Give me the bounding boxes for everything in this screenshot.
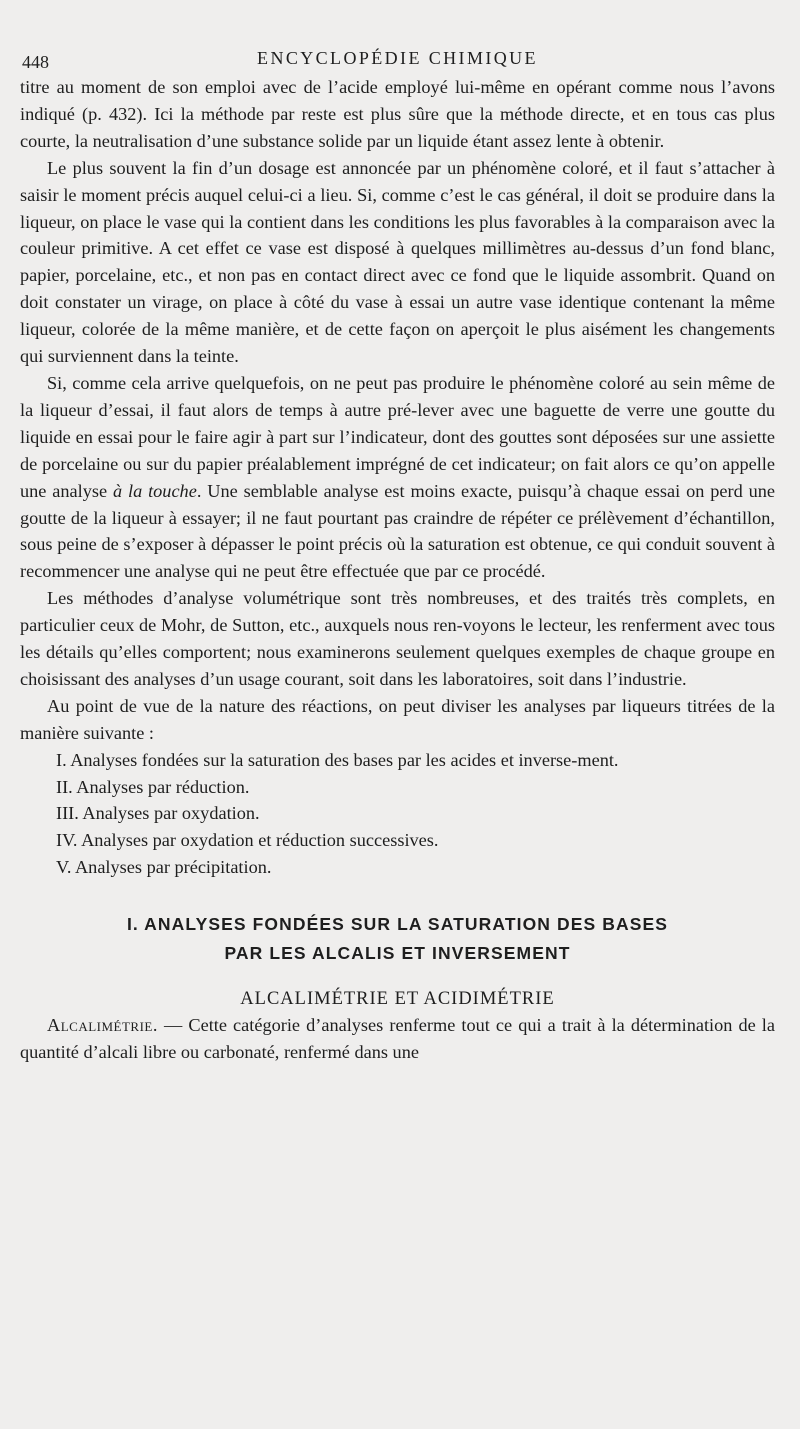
- body-text: [20, 74, 775, 1066]
- page-number: 448: [22, 52, 49, 72]
- list-item: IV. Analyses par oxydation et réduction successives.: [56, 830, 439, 851]
- paragraph-volumetric-methods: Les méthodes d’analyse volumétrique sont très nombreuses, et des traités très complets, en particulier ceux de Mohr, de Sutton, etc., auxquels nous ren-voyons le lecteur, les renferment avec tous les détails qu’elles comportent; nous examinerons seulement quelques exemples de chaque groupe en choisissant des analyses d’un usage courant, soit dans les laboratoires, soit dans l’industrie.: [20, 588, 775, 689]
- paragraph-alkalimetry: [20, 1012, 775, 1066]
- sub-heading: ALCALIMÉTRIE ET ACIDIMÉTRIE: [240, 989, 555, 1010]
- paragraph-alkalimetry-text: — Cette catégorie d’analyses renferme tout ce qui a trait à la détermination de la quantité d’alcali libre ou carbonaté, renfermé dans une: [20, 1015, 775, 1063]
- paragraph-spot-analysis: [20, 370, 775, 585]
- classification-list: [20, 747, 775, 882]
- italic-term: à la touche: [112, 480, 197, 501]
- paragraph-spot-analysis-before: Si, comme cela arrive quelquefois, on ne peut pas produire le phénomène coloré au sein même de la liqueur d’essai, il faut alors de temps à autre pré-lever avec une baguette de verre une goutte du liquide en essai pour le faire agir à part sur l’indicateur, dont des gouttes sont déposées sur une assiette de porcelaine ou sur du papier préalablement imprégné de cet indicateur; on fait alors ce qu’on appelle une analyse: [20, 372, 775, 501]
- paragraph-colored-phenomenon: Le plus souvent la fin d’un dosage est annoncée par un phénomène coloré, et il faut s’attacher à saisir le moment précis auquel celui-ci a lieu. Si, comme c’est le cas général, il doit se produire dans la liqueur, on place le vase qui la contient dans les conditions les plus favorables à la comparaison avec la couleur primitive. A cet effet ce vase est disposé à quelques millimètres au-dessus d’un fond blanc, papier, porcelaine, etc., et non pas en contact direct avec ce fond que le liquide assombrit. Quand on doit constater un virage, on place à côté du vase à essai un autre vase identique contenant la même liqueur, colorée de la même manière, et de cette façon on aperçoit le plus aisément les changements qui surviennent dans la teinte.: [20, 157, 775, 367]
- run-in-title: Alcalimétrie.: [47, 1015, 158, 1036]
- list-item: II. Analyses par réduction.: [56, 776, 250, 797]
- paragraph-classification-intro: Au point de vue de la nature des réactions, on peut diviser les analyses par liqueurs titrées de la manière suivante :: [20, 695, 775, 743]
- section-heading-line-2: PAR LES ALCALIS ET INVERSEMENT: [224, 943, 571, 964]
- list-item: III. Analyses par oxydation.: [56, 803, 260, 824]
- page-header: [20, 40, 775, 74]
- list-item: V. Analyses par précipitation.: [56, 857, 272, 878]
- document-page: [20, 40, 775, 1066]
- paragraph-continuation: titre au moment de son emploi avec de l’acide employé lui-même en opérant comme nous l’avons indiqué (p. 432). Ici la méthode par reste est plus sûre que la méthode directe, et en tous cas plus courte, la neutralisation d’une substance solide par un liquide étant assez lente à obtenir.: [20, 77, 775, 151]
- list-item: I. Analyses fondées sur la saturation des bases par les acides et inverse-ment.: [56, 749, 619, 770]
- section-heading: [20, 910, 775, 968]
- paragraph-spot-analysis-after: . Une semblable analyse est moins exacte, puisqu’à chaque essai on perd une goutte de la liqueur à essayer; il ne faut pourtant pas craindre de répéter ce prélèvement d’échantillon, sous peine de s’exposer à dépasser le point précis où la saturation est obtenue, ce qui conduit souvent à recommencer une analyse qui ne peut être effectuée que par ce procédé.: [20, 480, 775, 582]
- running-title: ENCYCLOPÉDIE CHIMIQUE: [257, 48, 538, 68]
- section-heading-line-1: I. ANALYSES FONDÉES SUR LA SATURATION DES BASES: [126, 914, 669, 935]
